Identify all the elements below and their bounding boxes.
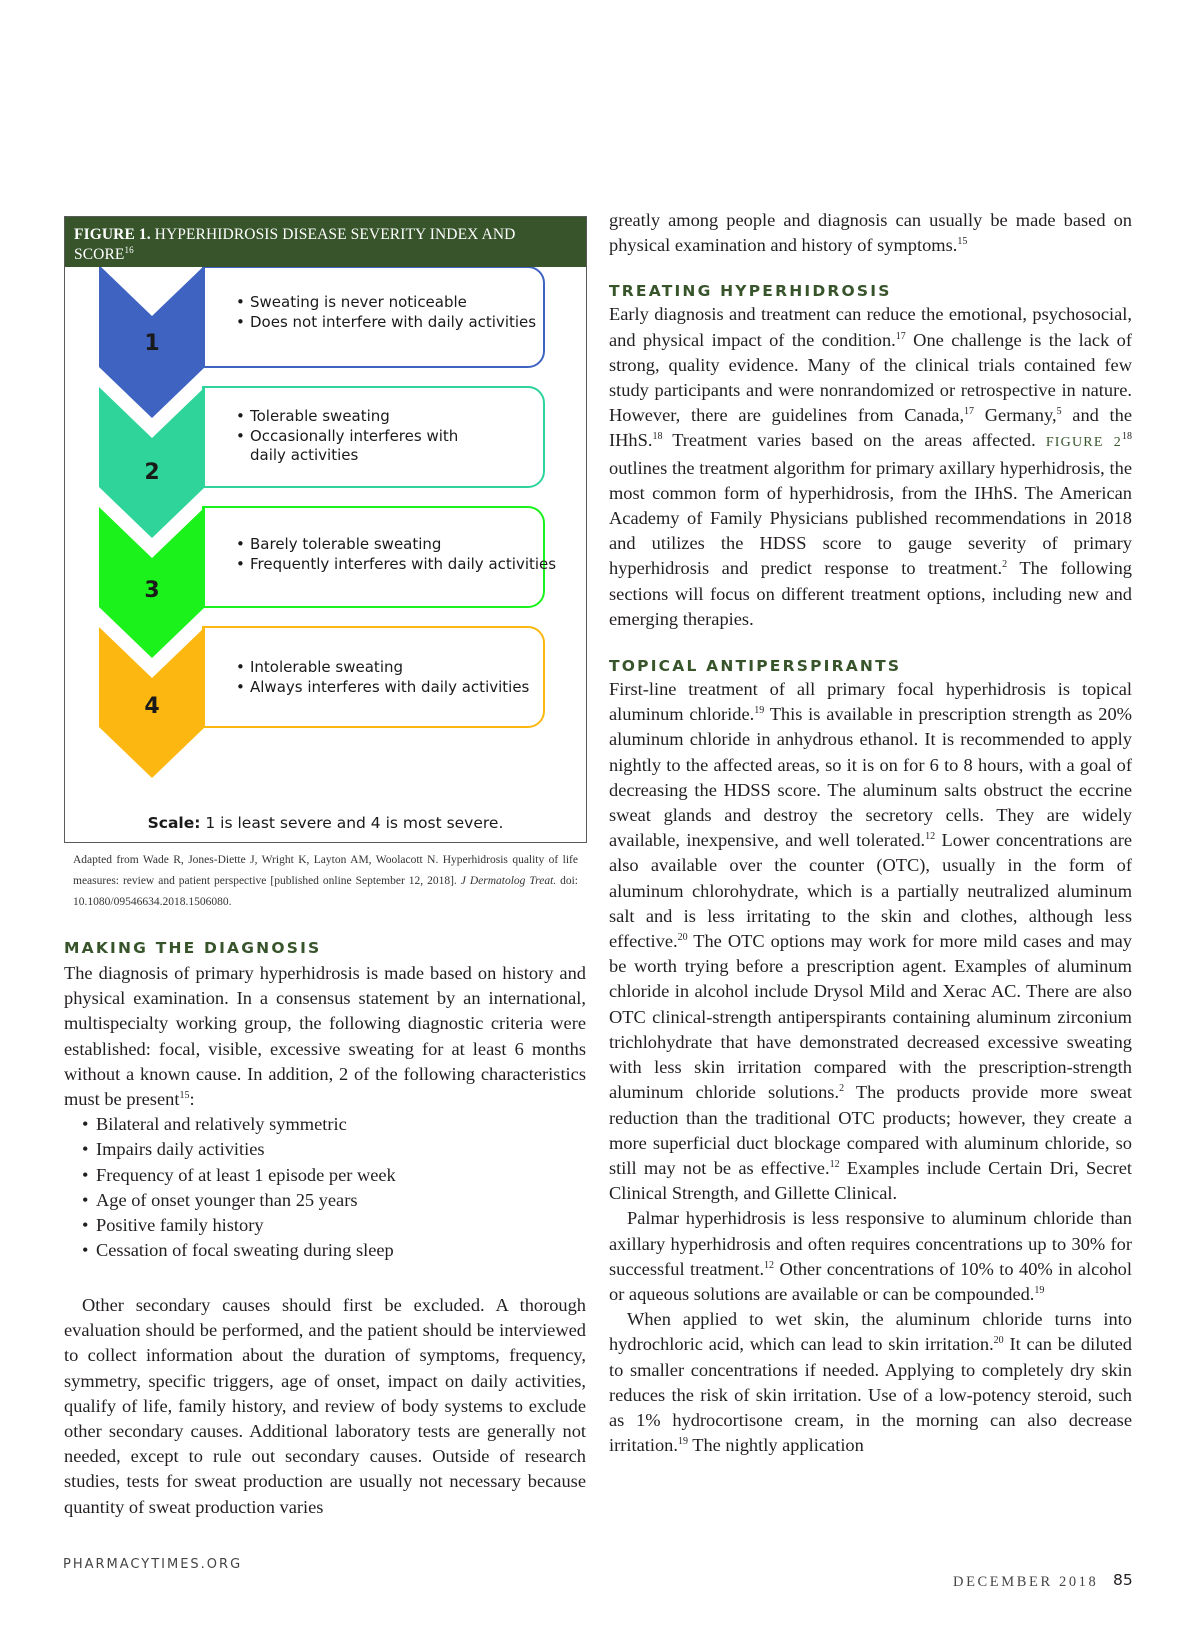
citation: 12 <box>829 1158 840 1170</box>
level-3-line: • Frequently interferes with daily activities <box>236 555 566 575</box>
level-1-line: • Sweating is never noticeable <box>236 293 566 313</box>
topical-paragraph-2 <box>609 1206 1132 1307</box>
list-item: • Age of onset younger than 25 years <box>82 1188 586 1213</box>
citation: 17 <box>964 406 975 418</box>
scale-label: Scale: <box>147 814 201 832</box>
a6: Examples include Certain Dri, Secret Clinical Strength, and Gillette Clinical. <box>609 1157 1132 1204</box>
list-item: • Cessation of focal sweating during sleep <box>82 1238 586 1263</box>
continued-paragraph <box>609 208 1132 258</box>
figure-title: HYPERHIDROSIS DISEASE SEVERITY INDEX AND SCORE <box>74 226 516 263</box>
right-column <box>609 208 1132 1458</box>
citation: 20 <box>993 1335 1004 1347</box>
a4: The OTC options may work for more mild cases and may be worth trying before a prescription agent. Examples of aluminum chloride in alcohol include Drysol Mild and Xerac AC. There are also OTC clinical-strength antiperspirants containing aluminum zirconium trichlohydrate that have demonstrated decreased excessive sweating with less skin irritation compared with the prescription-strength aluminum chloride solutions. <box>609 931 1132 1103</box>
footer-site: PHARMACYTIMES.ORG <box>63 1557 243 1572</box>
b1: Palmar hyperhidrosis is less responsive to aluminum chloride than axillary hyperhidrosis and often requires concentrations up to 30% for successful treatment. <box>609 1208 1132 1279</box>
level-2-text <box>236 407 566 466</box>
diagnosis-paragraph-2: Other secondary causes should first be excluded. A thorough evaluation should be performed, and the patient should be interviewed to collect information about the duration of symptoms, frequency, symmetry, specific triggers, age of onset, impact on daily activities, qualify of life, family history, and review of body systems to exclude other secondary causes. Additional laboratory tests are generally not needed, except to rule out secondary causes. Outside of research studies, tests for sweat production are usually not necessary because quantity of sweat production varies <box>64 1295 586 1517</box>
treating-paragraph <box>609 302 1132 632</box>
a5: The products provide more sweat reduction than the traditional OTC products; however, they create a more superficial duct blockage compared with aluminum chloride, so still may not be as effective. <box>609 1082 1132 1178</box>
level-4-line: • Always interferes with daily activities <box>236 678 566 698</box>
treat-text-f: outlines the treatment algorithm for primary axillary hyperhidrosis, the most common form of hyperhidrosis, from the IHhS. The American Academy of Family Physicians published recommendations in 2018 and utilizes the HDSS score to gauge severity of primary hyperhidrosis and predict response to treatment. <box>609 457 1132 579</box>
level-2-number: 2 <box>144 460 160 485</box>
figure-ref: 16 <box>124 245 134 255</box>
treat-text-e: Treatment varies based on the areas affected. <box>662 430 1046 451</box>
level-4-line: • Intolerable sweating <box>236 658 566 678</box>
section-heading-topical: TOPICAL ANTIPERSPIRANTS <box>609 657 902 676</box>
level-4-text <box>236 658 566 697</box>
level-2-line: • Occasionally interferes with daily activities <box>236 427 496 466</box>
citation: 2 <box>1002 559 1008 571</box>
topical-paragraph-1 <box>609 677 1132 1206</box>
level-4-number: 4 <box>144 694 160 719</box>
citation: 15 <box>957 236 968 248</box>
level-3-text <box>236 535 566 574</box>
figure-caption <box>73 850 578 913</box>
treat-text-d: and the IHhS. <box>609 405 1132 451</box>
c3: The nightly application <box>687 1435 864 1456</box>
citation: 18 <box>652 431 663 443</box>
level-1-line: • Does not interfere with daily activities <box>236 313 566 333</box>
list-item: • Frequency of at least 1 episode per week <box>82 1163 586 1188</box>
footer-date: DECEMBER 2018 <box>953 1574 1099 1590</box>
treat-text-a: Early diagnosis and treatment can reduce the emotional, psychosocial, and physical impact of the condition. <box>609 304 1132 350</box>
level-2-line: • Tolerable sweating <box>236 407 566 427</box>
a1: First-line treatment of all primary focal hyperhidrosis is topical aluminum chloride. <box>609 679 1132 725</box>
diagnosis-p1-end: : <box>189 1089 195 1110</box>
figure-label: FIGURE 1. <box>74 226 151 243</box>
list-item: • Bilateral and relatively symmetric <box>82 1112 586 1137</box>
list-item: • Positive family history <box>82 1213 586 1238</box>
treat-text-b: One challenge is the lack of strong, quality evidence. Many of the clinical trials contained few study participants and were nonrandomized or retrospective in nature. However, there are guidelines from Canada, <box>609 329 1132 426</box>
level-3-number: 3 <box>144 578 160 603</box>
figure-2-reference: FIGURE 2 <box>1045 435 1122 451</box>
diagnosis-section-continued <box>64 1293 586 1520</box>
page-number: 85 <box>1113 1571 1133 1589</box>
scale-text: 1 is least severe and 4 is most severe. <box>205 814 504 832</box>
figure-header <box>65 217 586 267</box>
p0-text: greatly among people and diagnosis can usually be made based on physical examination and history of symptoms. <box>609 210 1132 256</box>
a2: This is available in prescription strength as 20% aluminum chloride in anhydrous ethanol. It is recommended to apply nightly to the affected areas, so it is on for 6 to 8 hours, with a goal of decreasing the HDSS score. The aluminum salts obstruct the eccrine sweat glands and destroy the secretory cells. They are widely available, inexpensive, and well tolerated. <box>609 704 1132 851</box>
citation: 12 <box>925 831 936 843</box>
caption-journal: J Dermatolog Treat. <box>460 875 557 887</box>
citation: 18 <box>1122 431 1132 443</box>
citation: 15 <box>179 1090 190 1102</box>
section-heading-treating: TREATING HYPERHIDROSIS <box>609 282 892 301</box>
treat-text-c: Germany, <box>974 405 1057 426</box>
diagnosis-section <box>64 937 586 1263</box>
list-item: • Impairs daily activities <box>82 1137 586 1162</box>
c1: When applied to wet skin, the aluminum chloride turns into hydrochloric acid, which can lead to skin irritation. <box>609 1309 1132 1355</box>
citation: 19 <box>754 705 765 717</box>
topical-paragraph-3 <box>609 1307 1132 1458</box>
citation: 19 <box>1034 1284 1045 1296</box>
caption-text: Adapted from Wade R, Jones-Diette J, Wright K, Layton AM, Woolacott N. Hyperhidrosis quality of life measures: review and patient perspective [published online September 12, 2018]. <box>73 854 578 887</box>
citation: 19 <box>677 1436 688 1448</box>
treat-text-g: The following sections will focus on different treatment options, including new and emerging therapies. <box>609 558 1132 629</box>
citation: 20 <box>677 932 688 944</box>
caption-doi: doi: 10.1080/09546634.2018.1506080. <box>73 875 578 908</box>
diagnosis-p1-text: The diagnosis of primary hyperhidrosis is made based on history and physical examination. In a consensus statement by an international, multispecialty working group, the following diagnostic criteria were established: focal, visible, excessive sweating for at least 6 months without a known cause. In addition, 2 of the following characteristics must be present <box>64 963 586 1110</box>
figure-1 <box>64 216 587 843</box>
level-1-number: 1 <box>144 331 160 356</box>
level-3-line: • Barely tolerable sweating <box>236 535 566 555</box>
citation: 17 <box>895 330 906 342</box>
diagnostic-criteria-list <box>64 1112 586 1263</box>
b2: Other concentrations of 10% to 40% in alcohol or aqueous solutions are available or can be compounded. <box>609 1258 1132 1304</box>
citation: 2 <box>839 1083 845 1095</box>
a3: Lower concentrations are also available over the counter (OTC), usually in the form of aluminum chlorohydrate, which is a partially neutralized aluminum salt and is less irritating to the skin and clothes, although less effective. <box>609 830 1132 952</box>
section-heading-diagnosis: MAKING THE DIAGNOSIS <box>64 939 322 957</box>
citation: 12 <box>764 1259 775 1271</box>
c2: It can be diluted to smaller concentrations if needed. Applying to completely dry skin reduces the risk of skin irritation. Use of a low-potency steroid, such as 1% hydrocortisone cream, in the morning can also decrease irritation. <box>609 1334 1132 1456</box>
citation: 5 <box>1056 406 1062 418</box>
diagnosis-paragraph-1 <box>64 961 586 1112</box>
level-1-text <box>236 293 566 332</box>
figure-scale <box>65 814 586 832</box>
